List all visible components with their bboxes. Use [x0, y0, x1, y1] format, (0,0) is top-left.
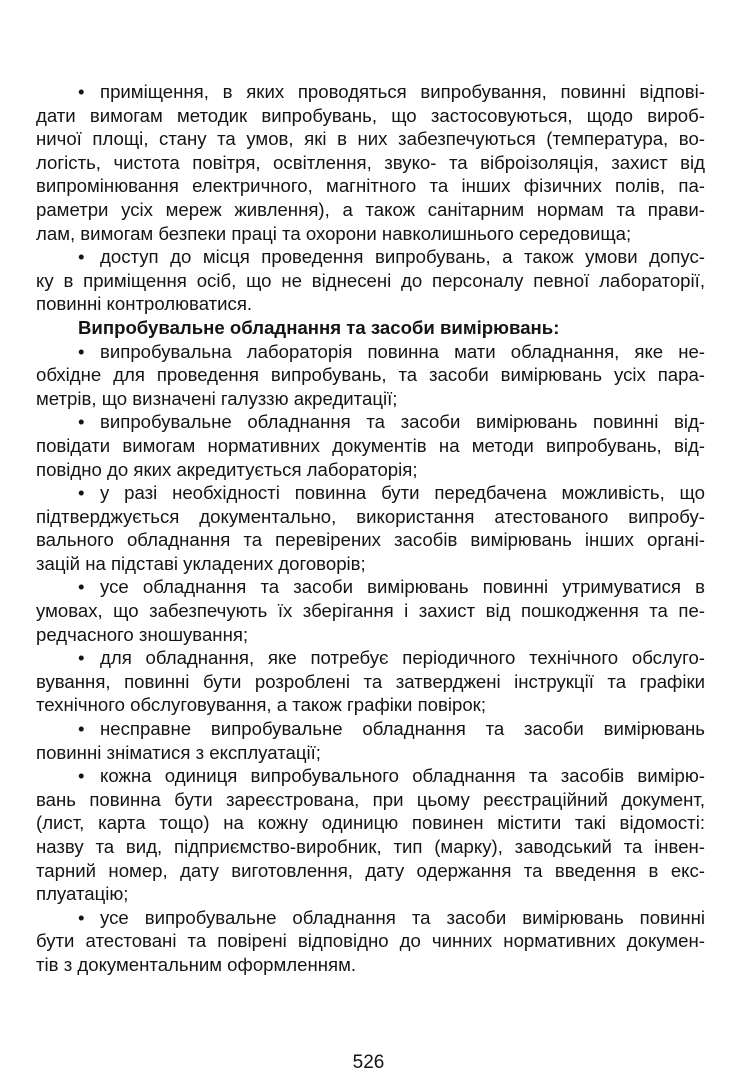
bullet-marker: •: [78, 482, 85, 504]
text-line: [36, 906, 705, 930]
text-line: [36, 198, 705, 222]
line-text: дати вимогам методик випробувань, що застосовуються, щодо вироб-: [36, 104, 705, 126]
text-line: [36, 458, 705, 482]
line-text: раметри усіх мереж живлення), а також санітарним нормам та прави-: [36, 198, 705, 220]
line-text: випробувальне обладнання та засоби вимірювань повинні від-: [100, 411, 705, 433]
line-text: повідати вимогам нормативних документів на методи випробувань, від-: [36, 434, 705, 456]
line-text: ку в приміщення осіб, що не віднесені до персоналу певної лабораторії,: [36, 269, 705, 291]
text-line: [36, 646, 705, 670]
text-line: [36, 693, 705, 717]
text-line: [36, 174, 705, 198]
text-line: [36, 363, 705, 387]
bullet-marker: •: [78, 576, 85, 598]
bullet-marker: •: [78, 81, 85, 102]
bullet-marker: •: [78, 340, 85, 362]
text-line: [36, 104, 705, 128]
text-line: [36, 245, 705, 269]
line-text: усе випробувальне обладнання та засоби вимірювань повинні: [100, 906, 705, 928]
text-line: [36, 623, 705, 647]
text-line: [36, 599, 705, 623]
bullet-paragraph: [36, 245, 705, 316]
line-text: вань повинна бути зареєстрована, при цьому реєстраційний документ,: [36, 788, 705, 810]
text-line: [36, 151, 705, 175]
bullet-marker: •: [78, 765, 85, 787]
line-text: ничої площі, стану та умов, які в них забезпечуються (температура, во-: [36, 128, 705, 150]
text-line: [36, 80, 705, 104]
line-text: повідно до яких акредитується лабораторія;: [36, 458, 418, 480]
line-text: повинні зніматися з експлуатації;: [36, 741, 321, 763]
text-line: [36, 410, 705, 434]
line-text: бути атестовані та повірені відповідно до чинних нормативних докумен-: [36, 930, 705, 952]
text-line: [36, 552, 705, 576]
text-line: [36, 292, 705, 316]
line-text: логість, чистота повітря, освітлення, звуко- та віброізоляція, захист від: [36, 151, 705, 173]
line-text: метрів, що визначені галуззю акредитації;: [36, 387, 398, 409]
line-text: зацій на підставі укладених договорів;: [36, 552, 366, 574]
line-text: технічного обслуговування, а також графіки повірок;: [36, 694, 486, 716]
text-line: [36, 316, 705, 340]
text-line: [36, 505, 705, 529]
page-number: 526: [352, 1052, 385, 1073]
line-text: випробувальна лабораторія повинна мати обладнання, яке не-: [100, 340, 705, 362]
text-line: [36, 717, 705, 741]
line-text: кожна одиниця випробувального обладнання та засобів вимірю-: [100, 765, 705, 787]
line-text: несправне випробувальне обладнання та засоби вимірювань: [100, 718, 705, 740]
text-line: [36, 859, 705, 883]
text-line: [36, 575, 705, 599]
text-line: [36, 528, 705, 552]
line-text: доступ до місця проведення випробувань, а також умови допус-: [100, 246, 705, 268]
bullet-paragraph: [36, 80, 705, 245]
line-text: лам, вимогам безпеки праці та охорони навколишнього середовища;: [36, 222, 632, 244]
bullet-paragraph: [36, 481, 705, 575]
bullet-marker: •: [78, 718, 85, 740]
text-line: [36, 222, 705, 246]
line-text: обхідне для проведення випробувань, та засоби вимірювань усіх пара-: [36, 364, 705, 386]
line-text: у разі необхідності повинна бути передбачена можливість, що: [100, 482, 705, 504]
bullet-paragraph: [36, 764, 705, 906]
text-line: [36, 882, 705, 906]
line-text: тів з документальним оформленням.: [36, 953, 357, 975]
text-line: [36, 811, 705, 835]
line-text: вування, повинні бути розроблені та затверджені інструкції та графіки: [36, 670, 705, 692]
text-line: [36, 741, 705, 765]
bullet-marker: •: [78, 647, 85, 669]
line-text: Випробувальне обладнання та засоби вимірювань:: [78, 316, 560, 338]
line-text: випромінювання електричного, магнітного та інших фізичних полів, па-: [36, 175, 705, 197]
bullet-paragraph: [36, 717, 705, 764]
bullet-paragraph: [36, 340, 705, 411]
bullet-marker: •: [78, 411, 85, 433]
bullet-paragraph: [36, 906, 705, 977]
text-line: [36, 387, 705, 411]
text-line: [36, 764, 705, 788]
line-text: тарний номер, дату виготовлення, дату одержання та введення в екс-: [36, 859, 705, 881]
line-text: для обладнання, яке потребує періодичного технічного обслуго-: [100, 647, 705, 669]
line-text: умовах, що забезпечують їх зберігання і захист від пошкодження та пе-: [36, 600, 705, 622]
body-text: [36, 80, 705, 977]
bullet-marker: •: [78, 246, 85, 268]
text-line: [36, 788, 705, 812]
text-line: [36, 481, 705, 505]
text-line: [36, 835, 705, 859]
text-line: [36, 953, 705, 977]
bullet-marker: •: [78, 906, 85, 928]
text-line: [36, 127, 705, 151]
bullet-paragraph: [36, 575, 705, 646]
text-line: [36, 670, 705, 694]
text-line: [36, 929, 705, 953]
text-line: [36, 340, 705, 364]
line-text: вального обладнання та перевірених засобів вимірювань інших органі-: [36, 529, 705, 551]
text-line: [36, 434, 705, 458]
line-text: (лист, карта тощо) на кожну одиницю повинен містити такі відомості:: [36, 812, 705, 834]
text-line: [36, 269, 705, 293]
line-text: редчасного зношування;: [36, 623, 249, 645]
bullet-paragraph: [36, 646, 705, 717]
line-text: приміщення, в яких проводяться випробування, повинні відпові-: [100, 81, 705, 102]
line-text: назву та вид, підприємство-виробник, тип (марку), заводський та інвен-: [36, 836, 705, 857]
section-heading: [36, 316, 705, 340]
line-text: усе обладнання та засоби вимірювань повинні утримуватися в: [100, 576, 705, 598]
line-text: повинні контролюватися.: [36, 293, 253, 315]
line-text: підтверджується документально, використання атестованого випробу-: [36, 505, 705, 527]
line-text: плуатацію;: [36, 883, 129, 905]
bullet-paragraph: [36, 410, 705, 481]
